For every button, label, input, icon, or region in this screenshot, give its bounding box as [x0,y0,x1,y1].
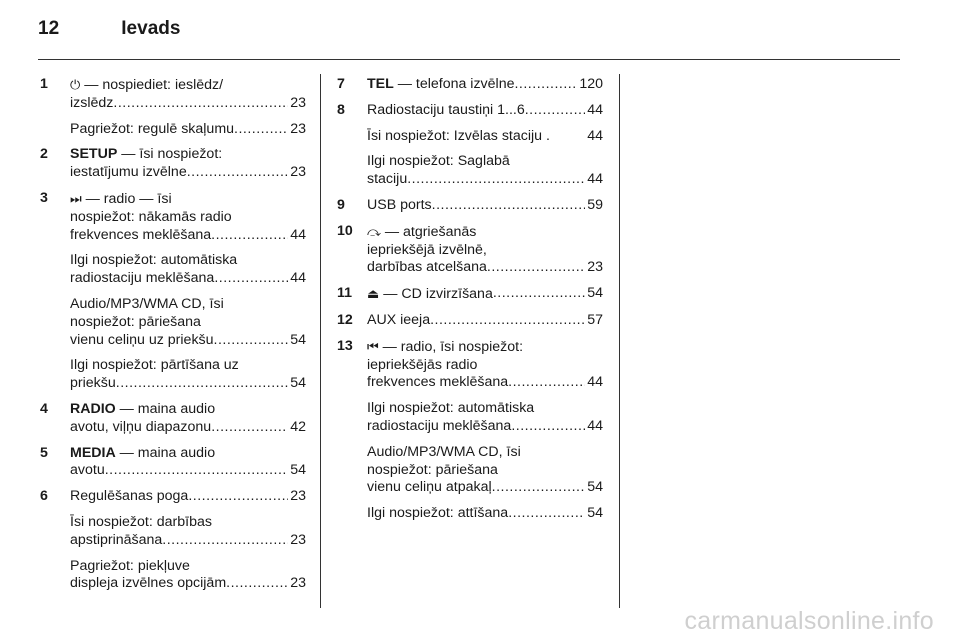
index-entry-3 [40,190,306,244]
index-subentry [367,444,603,497]
page-ref: 59 [587,196,603,213]
page-ref: 57 [587,311,603,328]
entry-text: — CD izvirzīšana [383,286,493,303]
entry-text: USB ports [367,196,432,213]
entry-text: iepriekšējā izvēlnē, [367,241,487,258]
watermark: carmanualsonline.info [684,607,934,635]
entry-text: Regulēšanas poga [70,488,189,505]
entry-number: 1 [40,76,48,92]
index-entry-12 [337,312,603,330]
page-ref: 54 [290,462,306,479]
entry-text: vienu celiņu uz priekšu [70,331,214,348]
page-title: Ievads [121,18,181,39]
power-icon: ⏻ [70,77,81,92]
index-entry-4 [40,401,306,437]
entry-text: displeja izvēlnes opcijām [70,575,227,592]
entry-number: 8 [337,101,345,118]
page-ref: 44 [587,374,603,391]
column-divider-left [320,74,321,608]
entry-text: Ilgi nospiežot: pārtīšana uz [70,357,239,374]
entry-text: apstiprināšana [70,531,163,548]
entry-text: AUX ieeja [367,311,431,328]
page-ref: 42 [290,418,306,435]
entry-text: — nospiediet: ieslēdz/ [84,77,224,93]
entry-number: 11 [337,285,352,302]
page-ref: 44 [290,270,306,287]
entry-number: 2 [40,146,48,163]
page-ref: 54 [587,285,603,302]
index-column-1 [40,76,306,601]
index-subentry [70,252,306,288]
entry-text: izslēdz [70,94,114,111]
index-entry-2 [40,146,306,182]
column-divider-right [619,74,620,608]
page-ref: 23 [290,575,306,592]
index-subentry [367,153,603,189]
entry-text: vienu celiņu atpakaļ [367,479,492,496]
index-subentry [70,121,306,139]
button-name: MEDIA [70,444,116,461]
entry-text: avotu, viļņu diapazonu [70,418,212,435]
index-subentry [70,357,306,393]
entry-text: frekvences meklēšana [367,374,509,391]
page-ref: 23 [290,164,306,181]
entry-text: — radio — īsi [85,190,172,207]
entry-number: 13 [337,337,353,354]
index-entry-9 [337,197,603,215]
entry-text: Audio/MP3/WMA CD, īsi [70,295,224,312]
page-ref: 44 [587,417,603,434]
entry-number: 5 [40,444,48,461]
eject-icon: ⏏ [367,286,380,302]
page-ref: 44 [290,226,306,243]
index-subentry [70,514,306,550]
entry-number: 4 [40,400,48,417]
page-ref: 23 [290,531,306,548]
index-entry-7 [337,76,603,94]
page-ref: 23 [290,120,306,137]
page-ref: 23 [587,259,603,276]
entry-text: — telefona izvēlne [397,76,515,92]
entry-text: — maina audio [119,444,216,461]
entry-number: 6 [40,488,48,505]
entry-text: Pagriežot: piekļuve [70,557,190,574]
entry-number: 12 [337,311,353,328]
entry-number: 10 [337,222,353,239]
entry-text: nospiežot: pāriešana [367,461,498,478]
index-entry-11 [337,285,603,304]
entry-text: Ilgi nospiežot: automātiska [70,252,238,269]
entry-text: Ilgi nospiežot: Saglabā [367,153,510,170]
page-ref: 54 [290,331,306,348]
back-icon: ⤼ [367,223,381,239]
entry-text: — atgriešanās [384,223,477,240]
page-ref: 54 [290,375,306,392]
index-entry-6 [40,488,306,506]
entry-text: iestatījumu izvēlne [70,164,187,181]
entry-text: radiostaciju meklēšana [70,270,215,287]
page-ref: 23 [290,94,306,111]
page-ref: 44 [587,171,603,188]
index-column-2 [337,76,603,531]
index-subentry [367,505,603,523]
entry-text: — radio, īsi nospiežot: [382,338,524,355]
entry-text: Radiostaciju taustiņi 1...6 [367,101,525,118]
entry-text: Ilgi nospiežot: attīšana [367,505,509,522]
page-ref: 44 [587,101,603,118]
button-name: TEL [367,76,394,92]
page-ref: 54 [587,505,603,522]
index-subentry [367,400,603,436]
entry-text: — īsi nospiežot: [121,146,223,163]
entry-text: priekšu [70,375,116,392]
entry-text: avotu [70,462,105,479]
index-entry-5 [40,445,306,481]
entry-text: Ilgi nospiežot: automātiska [367,400,535,417]
page-ref: 54 [587,479,603,496]
entry-text: Īsi nospiežot: Izvēlas staciju . [367,127,550,144]
entry-text: — maina audio [119,400,216,417]
header-rule [38,59,900,60]
page-ref: 120 [579,76,603,92]
button-name: RADIO [70,400,116,417]
entry-text: darbības atcelšana [367,259,487,276]
entry-text: iepriekšējās radio [367,356,478,373]
page-ref: 44 [587,127,603,144]
skip-previous-icon: ⏮ [367,338,379,354]
index-entry-10 [337,223,603,277]
button-name: SETUP [70,146,118,163]
entry-text: radiostaciju meklēšana [367,417,512,434]
index-entry-8 [337,102,603,120]
index-entry-1 [40,76,306,113]
entry-text: Īsi nospiežot: darbības [70,513,212,530]
entry-number: 9 [337,196,345,213]
entry-text: frekvences meklēšana [70,226,212,243]
index-subentry [70,558,306,594]
index-entry-13 [337,338,603,392]
page-number: 12 [38,18,60,39]
entry-text: nospiežot: nākamās radio [70,208,232,225]
page-header [38,18,180,40]
skip-next-icon: ⏭ [70,190,82,206]
entry-number: 3 [40,189,48,206]
entry-text: Pagriežot: regulē skaļumu [70,120,235,137]
index-subentry [367,128,603,146]
entry-text: staciju [367,171,408,188]
index-subentry [70,296,306,349]
page-ref: 23 [290,488,306,505]
entry-number: 7 [337,76,345,92]
entry-text: nospiežot: pāriešana [70,313,201,330]
entry-text: Audio/MP3/WMA CD, īsi [367,443,521,460]
